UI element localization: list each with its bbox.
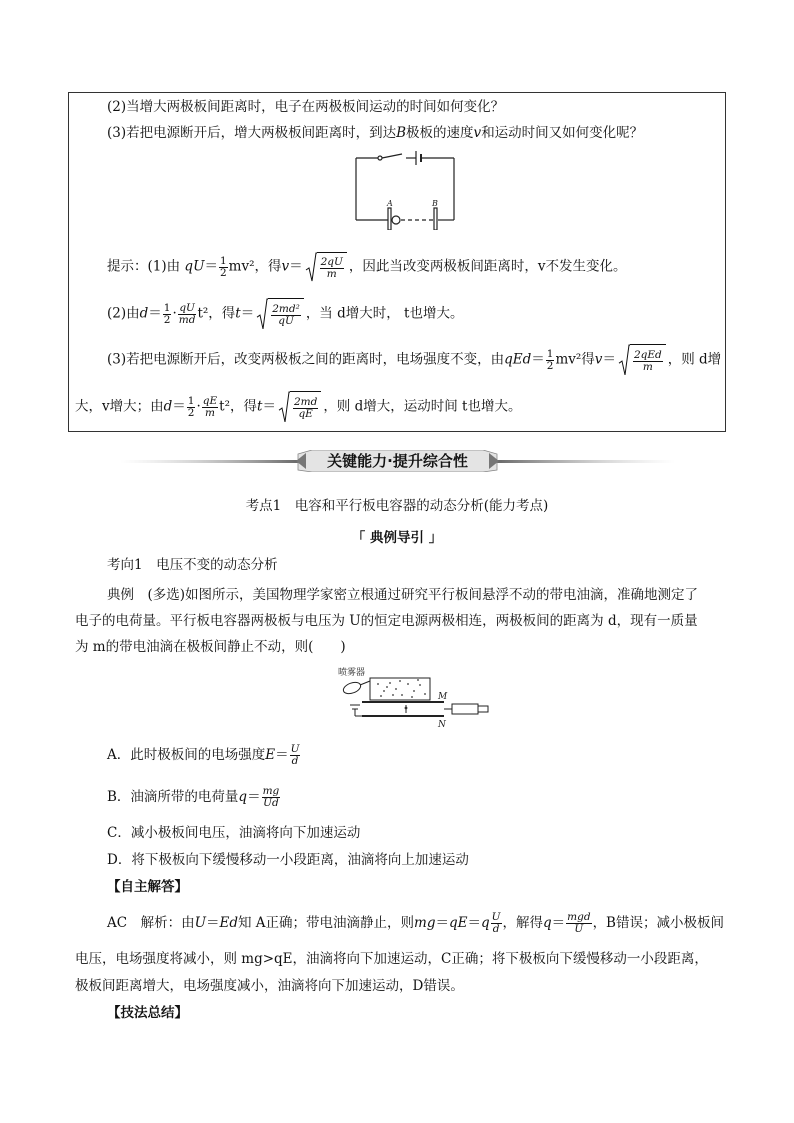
sprayer-label: 喷雾器	[338, 668, 366, 678]
example-guide-heading: 「 典例导引 」	[351, 530, 443, 546]
plate-b-label: B	[432, 199, 438, 208]
kaodian-heading: 考点1 电容和平行板电容器的动态分析(能力考点)	[245, 498, 549, 514]
plate-m-label: M	[438, 692, 448, 702]
example-line-3: 为 m的带电油滴在极板间静止不动，则( )	[75, 639, 346, 655]
self-answer-heading: 【自主解答】	[107, 879, 188, 895]
hint-3: (3)若把电源断开后，改变两极板之间的距离时，电场强度不变，由qEd＝ $\frac{1}{2}$ mv²得v＝ $\frac{\text{2qEd}}{m}$ ，则 d增	[107, 344, 721, 376]
option-a: A．此时极板间的电场强度E＝ $\frac{U}{d}$	[107, 743, 300, 767]
hint-1: 提示：(1)由 qU＝ $\frac{1}{2}$ mv²，得v＝ $\frac{2qU}{m}$ ，因此当改变两极板间距离时，v不发生变化。	[107, 252, 627, 282]
circuit-diagram	[350, 148, 460, 230]
solution-line-3: 极板间距离增大，电场强度减小，油滴将向下加速运动，D错误。	[75, 978, 464, 994]
plate-n-label: N	[438, 720, 446, 728]
square-root: $\frac{2qU}{m}$	[305, 252, 347, 282]
option-d: D．将下极板向下缓慢移动一小段距离，油滴将向上加速运动	[107, 852, 469, 868]
option-b: B．油滴所带的电荷量q＝ $\frac{mg}{Ud}$	[107, 785, 280, 809]
technique-summary-heading: 【技法总结】	[107, 1005, 188, 1021]
solution-line-1: AC 解析：由U＝Ed知 A正确；带电油滴静止，则mg＝qE＝q $\frac{U}{d}$ ，解得q＝ $\frac{\text{mgd}}{U}$ ，B错误；减小极板间	[107, 911, 724, 935]
section-banner	[120, 450, 675, 472]
millikan-apparatus-figure	[326, 664, 496, 728]
example-line-2: 电子的电荷量。平行板电容器两极板与电压为 U的恒定电源两极相连，两极板间的距离为 d，现有一质量	[75, 613, 698, 629]
kaoxiang-heading: 考向1 电压不变的动态分析	[107, 557, 278, 573]
hint-2: (2)由d＝ $\frac{1}{2}$ · $\frac{qU}{md}$ t²，得t＝ $\frac{\text{2md²}}{qU}$ ，当 d增大时， t也增大。	[107, 298, 463, 330]
question-3: (3)若把电源断开后，增大两极板间距离时，到达B极板的速度v和运动时间又如何变化呢？	[107, 125, 644, 141]
plate-a-label: A	[387, 199, 393, 208]
question-2: (2)当增大两极板间距离时，电子在两极板间运动的时间如何变化？	[107, 99, 505, 115]
example-line-1: 典例 (多选)如图所示，美国物理学家密立根通过研究平行板间悬浮不动的带电油滴，准确地测定了	[107, 587, 699, 603]
solution-line-2: 电压，电场强度将减小，则 mg>qE，油滴将向下加速运动，C正确；将下极板向下缓慢移动一小段距离，	[75, 951, 708, 967]
banner-title: 关键能力·提升综合性	[327, 452, 468, 470]
fraction: $\frac{1}{2}$	[219, 254, 227, 279]
hint-3-continued: 大，v增大；由d＝ $\frac{1}{2}$ · $\frac{qE}{m}$ t²，得t＝ $\frac{2md}{qE}$ ，则 d增大，运动时间 t也增大。	[75, 391, 521, 423]
option-c: C．减小极板间电压，油滴将向下加速运动	[107, 825, 361, 841]
